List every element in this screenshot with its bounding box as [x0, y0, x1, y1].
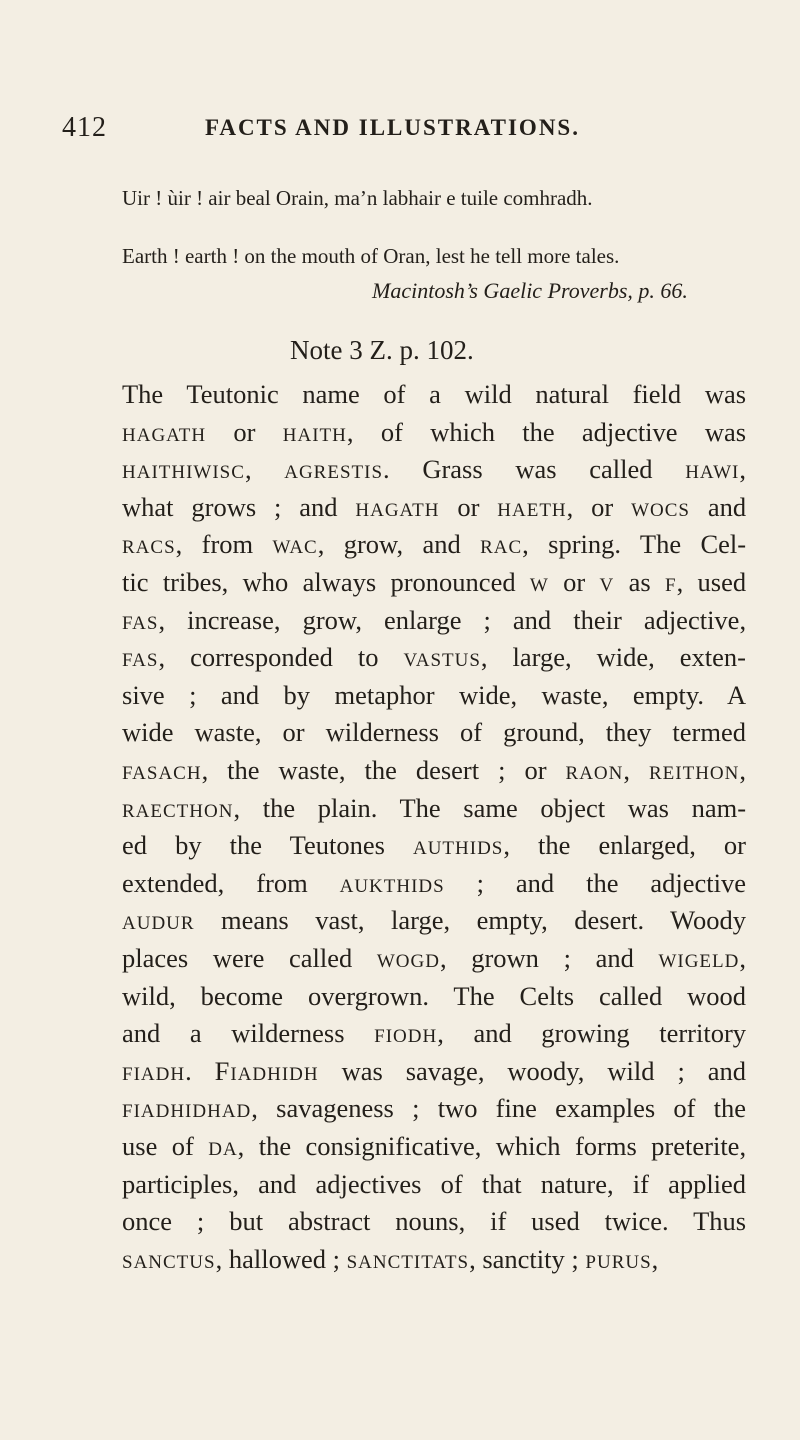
body-line: participles, and adjectives of that nature, if applied — [122, 1168, 747, 1199]
body-line: fiadhidhad, savageness ; two fine examples of the — [122, 1093, 747, 1124]
gaelic-proverb: Uir ! ùir ! air beal Orain, ma’n labhair e tuile comhradh. — [122, 186, 593, 210]
body-line: sive ; and by metaphor wide, waste, empty. A — [122, 679, 747, 710]
english-translation: Earth ! earth ! on the mouth of Oran, lest he tell more tales. — [122, 244, 620, 268]
body-line: raecthon, the plain. The same object was nam- — [122, 792, 747, 823]
body-line: places were called wogd, grown ; and wigeld, — [122, 943, 746, 973]
body-line: fas, corresponded to vastus, large, wide, exten- — [122, 642, 747, 673]
body-line: haithiwisc, agrestis. Grass was called hawi, — [122, 454, 746, 485]
body-line: fiadh. Fiadhidh was savage, woody, wild ; and — [122, 1055, 747, 1086]
body-line: wide waste, or wilderness of ground, they termed — [122, 717, 746, 748]
body-line: wild, become overgrown. The Celts called wood — [122, 980, 747, 1011]
body-line: fasach, the waste, the desert ; or raon, reithon, — [122, 755, 746, 785]
body-line: audur means vast, large, empty, desert. Woody — [122, 905, 747, 936]
note-heading: Note 3 Z. p. 102. — [290, 335, 474, 365]
body-line: sanctus, hallowed ; sanctitats, sanctity ; purus, — [122, 1243, 659, 1274]
body-line: ed by the Teutones authids, the enlarged, or — [122, 830, 746, 861]
body-line: racs, from wac, grow, and rac, spring. The Cel- — [122, 529, 747, 560]
body-line: The Teutonic name of a wild natural field was — [122, 379, 747, 409]
running-title: FACTS AND ILLUSTRATIONS. — [205, 115, 580, 140]
body-line: once ; but abstract nouns, if used twice. Thus — [122, 1206, 747, 1237]
page-header — [0, 112, 800, 152]
citation: Macintosh’s Gaelic Proverbs, p. 66. — [372, 278, 688, 303]
body-line: tic tribes, who always pronounced w or v as f, used — [122, 567, 747, 597]
body-line: what grows ; and hagath or haeth, or wocs and — [122, 491, 747, 522]
body-line: fas, increase, grow, enlarge ; and their adjective, — [122, 604, 747, 635]
body-line: extended, from aukthids ; and the adjective — [122, 867, 746, 898]
page-number: 412 — [62, 112, 107, 143]
body-line: hagath or haith, of which the adjective was — [122, 416, 747, 447]
body-line: and a wilderness fiodh, and growing territory — [122, 1018, 747, 1049]
body-line: use of da, the consignificative, which forms preterite, — [122, 1131, 747, 1161]
